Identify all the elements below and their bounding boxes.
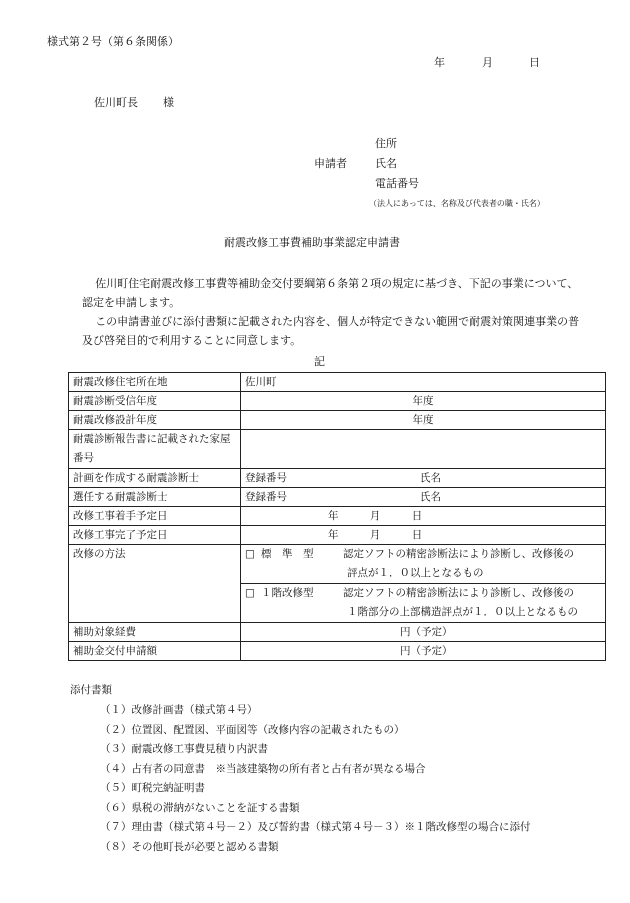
list-item: （８）その他町長が必要と認める書類 (100, 840, 279, 853)
grant-value: 円（予定） (400, 644, 453, 657)
table-row-grant (69, 642, 606, 661)
end-year-label: 年 (328, 528, 339, 541)
house-number-value[interactable] (241, 430, 606, 469)
grant-label: 補助金交付申請額 (69, 642, 241, 661)
method-option-first-floor (241, 584, 606, 623)
table-row-cost (69, 623, 606, 642)
start-day-label: 日 (411, 509, 423, 522)
application-table (68, 372, 606, 661)
applicant-phone-label: 電話番号 (375, 177, 419, 190)
method-standard-desc-line1: 認定ソフトの精密診断法により診断し、改修後の (343, 548, 574, 561)
table-row-location (69, 373, 606, 392)
table-row-end-date (69, 526, 606, 545)
grant-value-cell[interactable] (241, 642, 606, 661)
plan-diagnostician-label: 計画を作成する耐震診断士 (69, 469, 241, 488)
start-date-value[interactable] (241, 507, 606, 526)
table-row-house-number (69, 430, 606, 469)
applicant-note: （法人にあっては、名称及び代表者の職・氏名） (369, 199, 545, 208)
start-date-label: 改修工事着手予定日 (69, 507, 241, 526)
design-year-label: 耐震改修設計年度 (69, 411, 241, 430)
method-standard-checkbox[interactable]: □ (245, 548, 255, 561)
applicant-address-label: 住所 (375, 137, 397, 150)
ki-heading: 記 (314, 355, 325, 368)
table-row-method-1 (69, 545, 606, 584)
cost-label: 補助対象経費 (69, 623, 241, 642)
list-item: （３）耐震改修工事費見積り内訳書 (100, 743, 268, 755)
cost-value: 円（予定） (400, 625, 453, 638)
diag-year-value[interactable]: 年度 (241, 392, 606, 411)
supervise-reg-number-label: 登録番号 (245, 490, 287, 503)
cost-value-cell[interactable] (241, 623, 606, 642)
applicant-name-label: 氏名 (375, 157, 397, 170)
method-first-floor-checkbox[interactable]: □ (245, 587, 255, 600)
table-row-design-year (69, 411, 606, 430)
form-number: 様式第２号（第６条関係） (47, 35, 179, 48)
supervise-name-label: 氏名 (420, 490, 441, 503)
table-row-diag-year (69, 392, 606, 411)
addressee-name: 佐川町長 (94, 96, 138, 109)
date-year-label: 年 (434, 56, 445, 69)
end-month-label: 月 (369, 528, 381, 541)
design-year-value[interactable]: 年度 (241, 411, 606, 430)
location-value[interactable]: 佐川町 (241, 373, 606, 392)
list-item: （７）理由書（様式第４号－２）及び誓約書（様式第４号－３）※１階改修型の場合に添付 (100, 821, 531, 833)
applicant-label: 申請者 (314, 157, 347, 170)
table-row-supervise-diagnostician (69, 488, 606, 507)
method-first-floor-desc-line1: 認定ソフトの精密診断法により診断し、改修後の (343, 587, 574, 600)
method-standard-type: 標 準 型 (261, 548, 314, 561)
list-item: （１）改修計画書（様式第４号） (100, 704, 258, 716)
attachments-heading: 添付書類 (70, 684, 112, 696)
date-month-label: 月 (482, 56, 493, 69)
date-day-label: 日 (529, 56, 540, 69)
start-month-label: 月 (369, 509, 381, 522)
method-label: 改修の方法 (69, 545, 241, 623)
diag-year-label: 耐震診断受信年度 (69, 392, 241, 411)
table-row-plan-diagnostician (69, 469, 606, 488)
house-number-label: 耐震診断報告書に記載された家屋番号 (69, 430, 241, 469)
body-text (82, 274, 582, 350)
document-title: 耐震改修工事費補助事業認定申請書 (224, 236, 400, 249)
location-label: 耐震改修住宅所在地 (69, 373, 241, 392)
table-row-start-date (69, 507, 606, 526)
end-date-value[interactable] (241, 526, 606, 545)
end-day-label: 日 (411, 528, 423, 541)
list-item: （６）県税の滞納がないことを証する書類 (100, 801, 300, 814)
body-paragraph-2: この申請書並びに添付書類に記載された内容を、個人が特定できない範囲で耐震対策関連事業の普及び啓発目的で利用することに同意します。 (82, 315, 580, 347)
attachments-list (100, 701, 531, 857)
supervise-diagnostician-value[interactable] (241, 488, 606, 507)
list-item: （５）町税完納証明書 (100, 782, 205, 794)
supervise-diagnostician-label: 選任する耐震診断士 (69, 488, 241, 507)
plan-name-label: 氏名 (420, 471, 441, 484)
start-year-label: 年 (328, 509, 339, 522)
method-first-floor-desc-line2: １階部分の上部構造評点が１．０以上となるもの (347, 606, 578, 619)
method-first-floor-type: １階改修型 (261, 587, 314, 600)
addressee-honorific: 様 (163, 96, 174, 109)
method-standard-desc-line2: 評点が１．０以上となるもの (347, 567, 484, 580)
plan-diagnostician-value[interactable] (241, 469, 606, 488)
list-item: （４）占有者の同意書 ※当該建築物の所有者と占有者が異なる場合 (100, 762, 426, 775)
method-option-standard (241, 545, 606, 584)
plan-reg-number-label: 登録番号 (245, 471, 287, 484)
list-item: （２）位置図、配置図、平面図等（改修内容の記載されたもの） (100, 723, 405, 736)
end-date-label: 改修工事完了予定日 (69, 526, 241, 545)
body-paragraph-1: 佐川町住宅耐震改修工事費等補助金交付要綱第６条第２項の規定に基づき、下記の事業について、認定を申請します。 (82, 277, 579, 309)
